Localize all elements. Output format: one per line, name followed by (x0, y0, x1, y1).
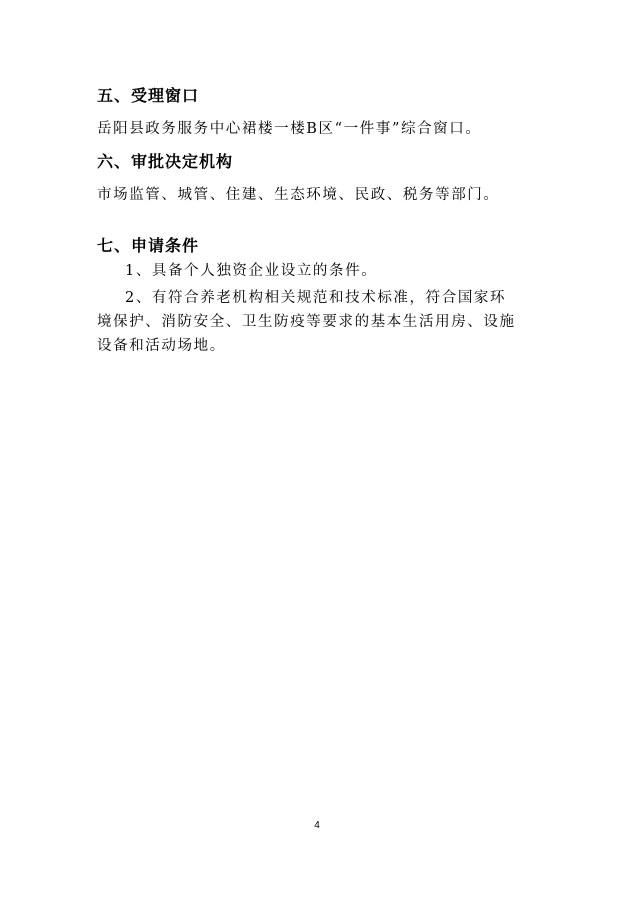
condition-item-2-line-2: 境保护、消防安全、卫生防疫等要求的基本生活用房、设施 (97, 314, 516, 330)
condition-item-2-line-3: 设备和活动场地。 (97, 338, 226, 354)
condition-item-1: 1、具备个人独资企业设立的条件。 (125, 263, 378, 279)
approval-authority-text: 市场监管、城管、住建、生态环境、民政、税务等部门。 (97, 187, 500, 203)
section-heading-acceptance-window: 五、受理窗口 (97, 86, 200, 105)
section-heading-application-conditions: 七、申请条件 (97, 236, 200, 255)
page-number: 4 (314, 820, 320, 831)
condition-item-2-line-1: 2、有符合养老机构相关规范和技术标准，符合国家环 (125, 290, 507, 306)
acceptance-window-text: 岳阳县政务服务中心裙楼一楼B区“一件事”综合窗口。 (97, 121, 482, 137)
section-heading-approval-authority: 六、审批决定机构 (97, 152, 234, 171)
